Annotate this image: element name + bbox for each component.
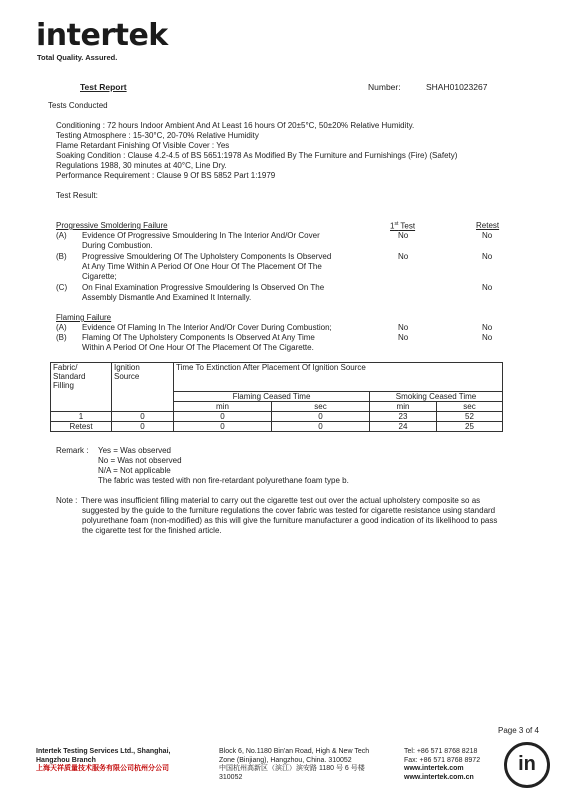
table-cell: 0 [174,412,272,422]
condition-line: Conditioning : 72 hours Indoor Ambient And At Least 16 hours Of 20±5°C, 50±20% Relative Humidity. [56,121,415,130]
first-test-result: No [398,231,409,240]
test-result-label: Test Result: [56,191,98,200]
table-cell: 1 [51,412,112,422]
footer-address: Block 6, No.1180 Bin'an Road, High & New Tech Zone (Binjiang), Hangzhou, China. 310052 中国杭州高新区（滨江）滨安路 1180 号 6 号楼 310052 [219,748,370,781]
ignition-source-header: Ignition Source [112,363,174,412]
retest-result: No [482,323,493,332]
item-text: Evidence Of Flaming In The Interior And/Or Cover During Combustion; [82,323,332,332]
condition-line: Testing Atmosphere : 15-30°C, 20-70% Relative Humidity [56,131,259,140]
table-cell: 0 [272,422,370,432]
smoking-ceased-header: Smoking Ceased Time [370,392,503,402]
item-text: Flaming Of The Upholstery Components Is Observed At Any Time [82,333,315,342]
item-code: (B) [56,252,67,261]
table-cell: 52 [437,412,503,422]
time-to-extinction-header: Time To Extinction After Placement Of Ignition Source [174,363,503,392]
item-text: At Any Time Within A Period Of One Hour Of The Placement Of The [82,262,322,271]
condition-line: Performance Requirement : Clause 9 Of BS 5852 Part 1:1979 [56,171,276,180]
first-test-result: No [398,323,409,332]
intertek-logo: intertek [36,18,168,53]
report-number-label: Number: [368,82,401,92]
table-cell: 24 [370,422,437,432]
footer-contact: Tel: +86 571 8768 8218 Fax: +86 571 8768 8972 www.intertek.com www.intertek.com.cn [404,748,481,781]
page-number: Page 3 of 4 [498,726,539,735]
retest-result: No [482,283,493,292]
extinction-time-table [50,362,503,432]
item-text: During Combustion. [82,241,153,250]
remark-line: The fabric was tested with non fire-retardant polyurethane foam type b. [98,476,349,485]
remark-line: No = Was not observed [98,456,182,465]
item-text: Cigarette; [82,272,117,281]
item-code: (C) [56,283,68,292]
note-label: Note : [56,496,78,505]
condition-line: Soaking Condition : Clause 4.2-4.5 of BS 5651:1978 As Modified By The Furniture and Furnishings (Fire) (Safety) [56,151,458,160]
note-line: polyurethane foam (non-modified) as this will give the furniture manufacturer a good indication of its likelihood to pass [82,516,498,525]
logo-tagline: Total Quality. Assured. [37,53,118,62]
item-code: (B) [56,333,67,342]
first-test-result: No [398,252,409,261]
report-number-value: SHAH01023267 [426,82,488,92]
table-cell: 25 [437,422,503,432]
table-cell: 0 [112,422,174,432]
tests-conducted-heading: Tests Conducted [48,101,108,110]
min-header: min [370,402,437,412]
footer-company: Intertek Testing Services Ltd., Shanghai, Hangzhou Branch 上海天祥质量技术服务有限公司杭州分公司 [36,748,171,773]
retest-result: No [482,252,493,261]
sec-header: sec [437,402,503,412]
note-line: There was insufficient filling material to carry out the cigarette test out over the actual upholstery composite so as [81,496,481,505]
item-text: On Final Examination Progressive Smouldering Is Observed On The [82,283,325,292]
table-cell: 23 [370,412,437,422]
report-title: Test Report [80,82,127,92]
flaming-heading: Flaming Failure [56,313,112,322]
item-text: Assembly Dismantle And Examined It Internally. [82,293,252,302]
remark-line: N/A = Not applicable [98,466,171,475]
item-text: Within A Period Of One Hour Of The Placement Of The Cigarette. [82,343,314,352]
intertek-badge-icon: in [504,742,550,788]
min-header: min [174,402,272,412]
table-cell: Retest [51,422,112,432]
table-row [51,422,503,432]
flaming-ceased-header: Flaming Ceased Time [174,392,370,402]
remark-line: Yes = Was observed [98,446,172,455]
retest-result: No [482,231,493,240]
note-line: the cigarette test for the finished article. [82,526,222,535]
first-test-result: No [398,333,409,342]
item-text: Evidence Of Progressive Smouldering In The Interior And/Or Cover [82,231,320,240]
retest-result: No [482,333,493,342]
item-text: Progressive Smouldering Of The Upholstery Components Is Observed [82,252,332,261]
retest-column-header: Retest [476,221,500,230]
fabric-header: Fabric/ Standard Filling [51,363,112,412]
table-cell: 0 [272,412,370,422]
table-row [51,412,503,422]
table-cell: 0 [112,412,174,422]
condition-line: Flame Retardant Finishing Of Visible Cover : Yes [56,141,230,150]
item-code: (A) [56,231,67,240]
note-line: suggested by the guide to the furniture regulations the cover fabric was tested for cigarette resistance using standard [82,506,496,515]
condition-line: Regulations 1988, 30 minutes at 40°C, Line Dry. [56,161,227,170]
first-test-column-header: 1st Test [390,221,416,231]
table-cell: 0 [174,422,272,432]
smoldering-heading: Progressive Smoldering Failure [56,221,168,230]
remark-label: Remark : [56,446,89,455]
sec-header: sec [272,402,370,412]
item-code: (A) [56,323,67,332]
